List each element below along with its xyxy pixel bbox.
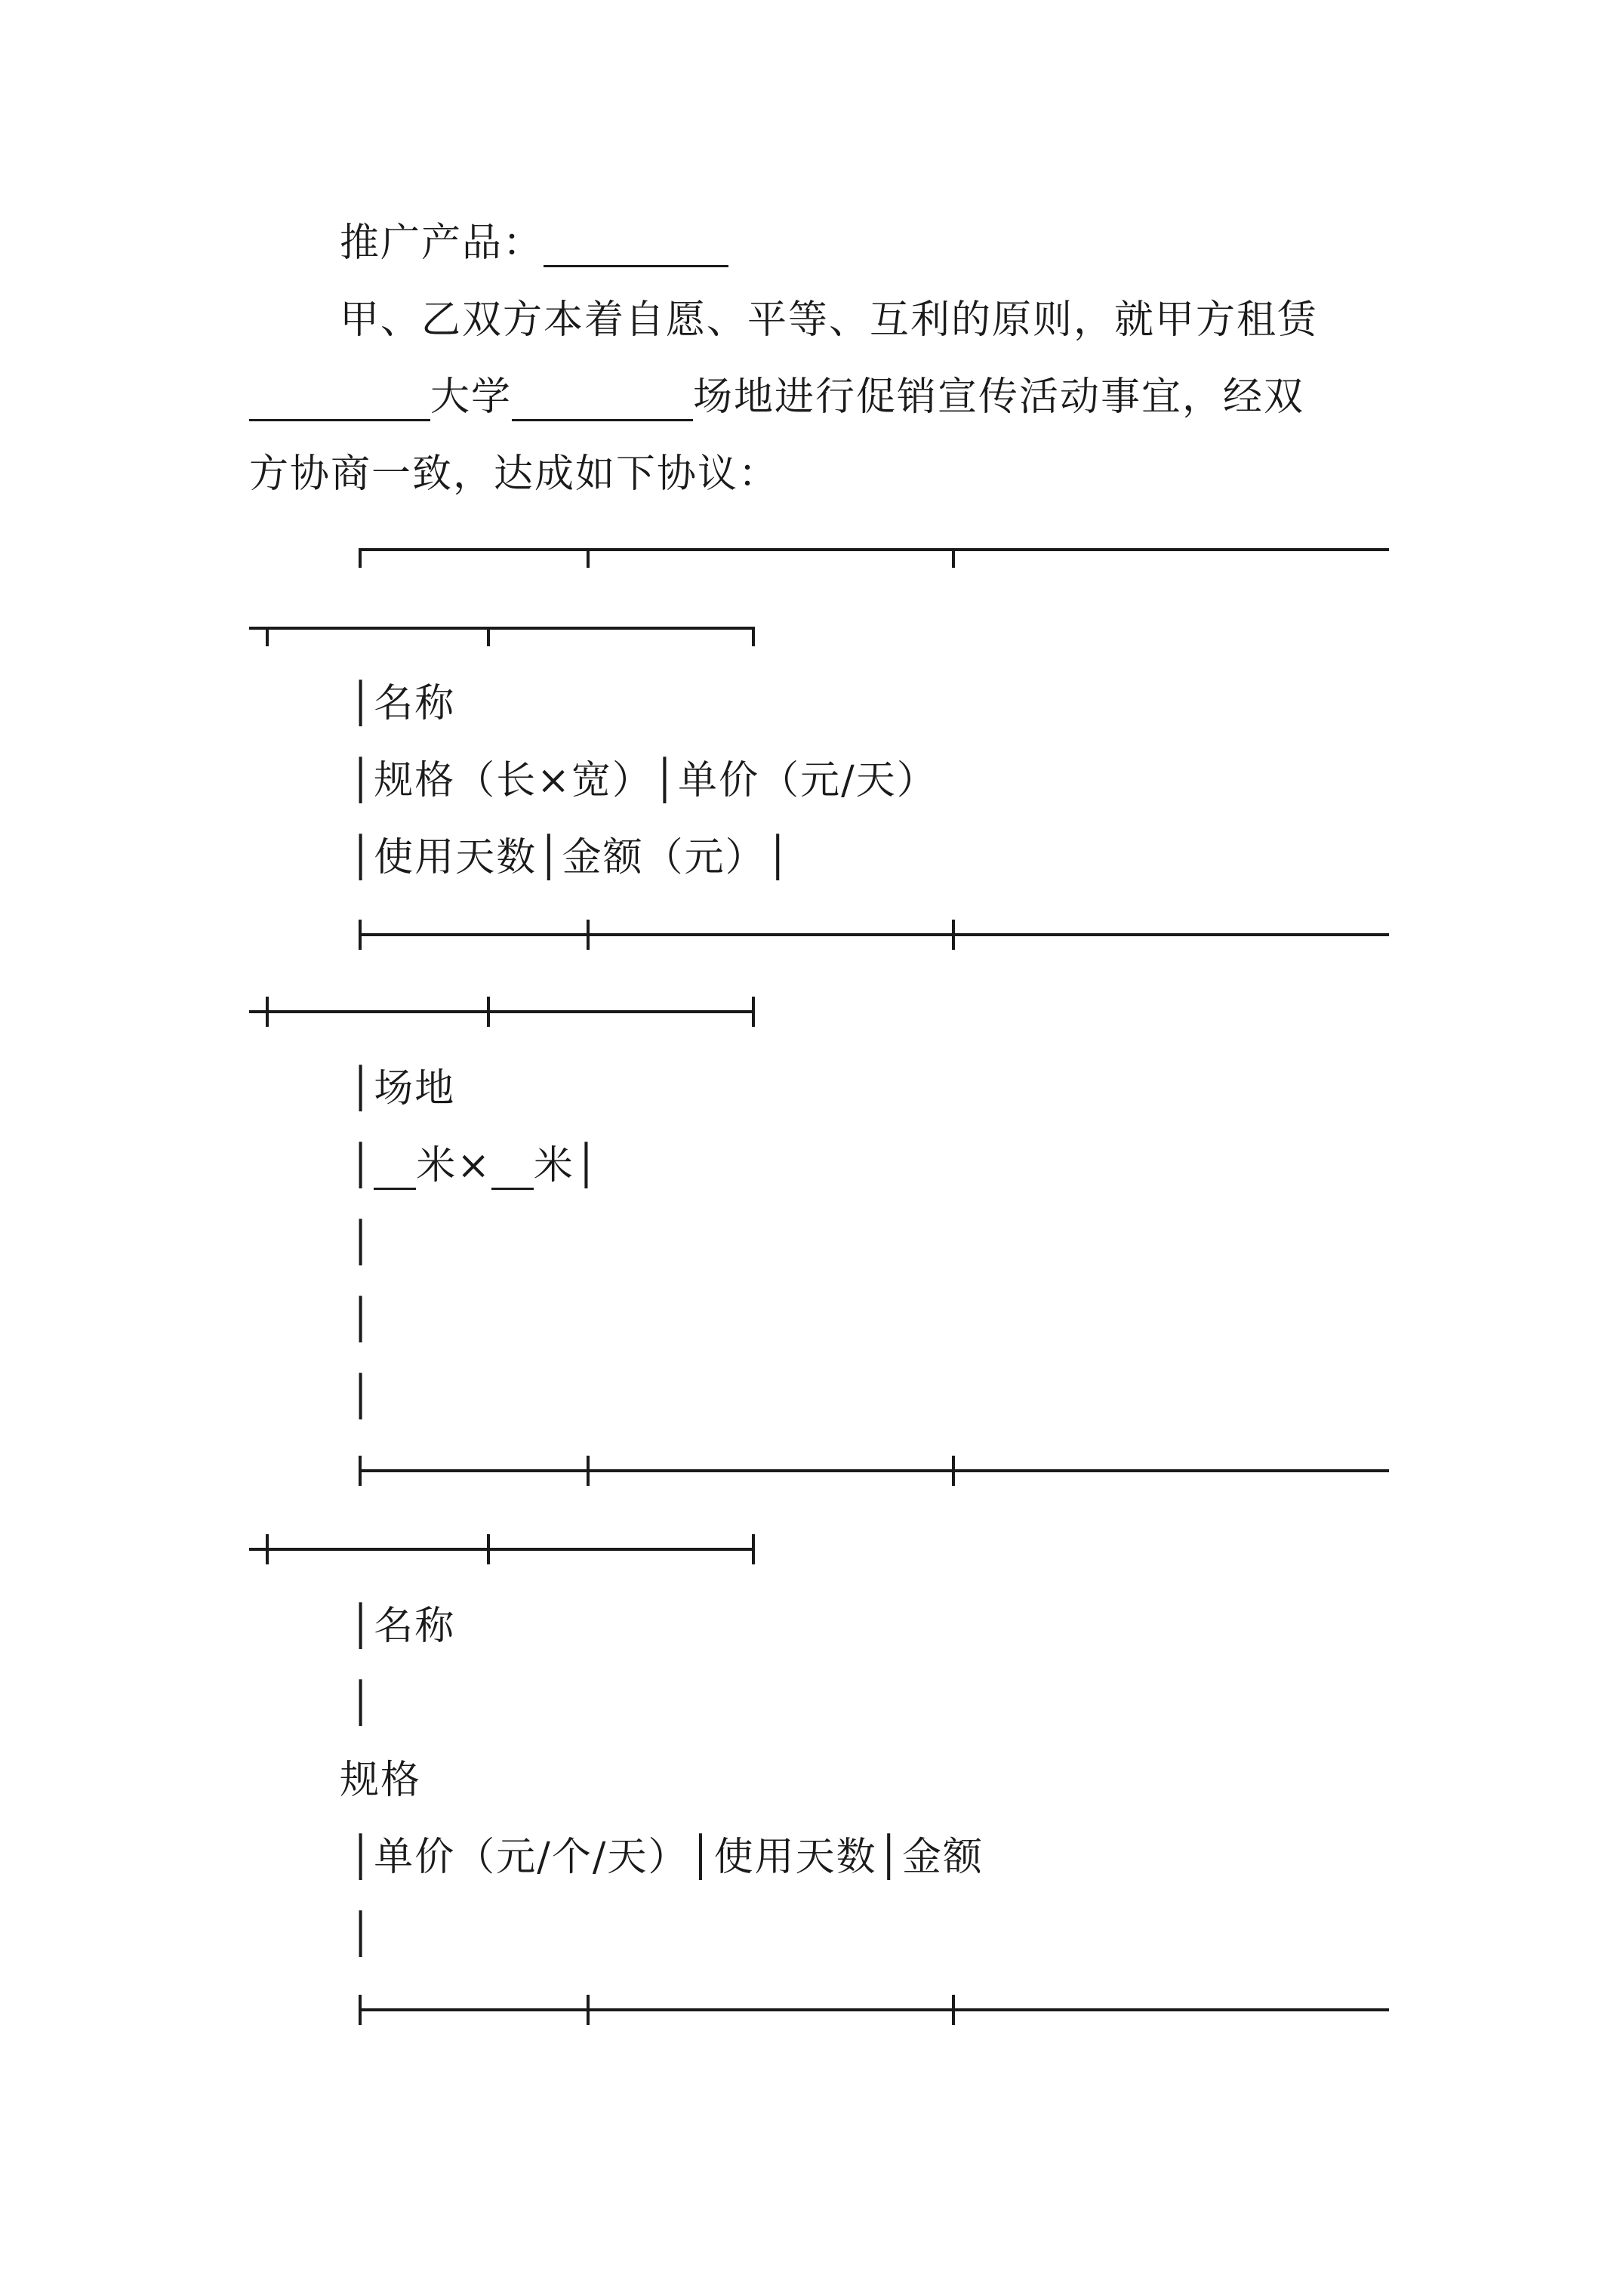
table2-header-bar-2: │ [349, 1912, 374, 1957]
width-blank[interactable] [491, 1145, 534, 1190]
promo-product-blank[interactable] [544, 223, 728, 267]
table1-header-days-amount: │使用天数│金额（元）│ [349, 835, 791, 880]
lessor-name-blank[interactable] [249, 377, 430, 421]
table2-header-bar: │ [349, 1681, 374, 1726]
table1-row-bar-2: │ [349, 1297, 374, 1342]
intro-line-2-rest: 场地进行促销宣传活动事宜，经双 [693, 374, 1305, 420]
table1-row-venue: │场地 [349, 1066, 456, 1111]
table1-row-size: │ 米× 米│ [349, 1143, 600, 1188]
table2-header-name: │名称 [349, 1604, 456, 1649]
intro-line-3: 方协商一致，达成如下协议： [249, 451, 780, 497]
table1-header-spec-price: │规格（长×宽）│单价（元/天） [349, 758, 938, 803]
table1-row-bar-3: │ [349, 1374, 374, 1419]
venue-name-blank[interactable] [512, 377, 693, 421]
intro-line-2 [249, 373, 1304, 421]
intro-line-1: 甲、乙双方本着自愿、平等、互利的原则，就甲方租赁 [340, 297, 1319, 343]
university-label: 大学 [430, 374, 513, 420]
table1-row-bar-1: │ [349, 1220, 374, 1265]
promo-product-line [340, 219, 728, 267]
promo-product-label: 推广产品： [340, 220, 544, 266]
length-blank[interactable] [374, 1145, 416, 1190]
table2-header-price-days-amount: │单价（元/个/天）│使用天数│金额 [349, 1835, 984, 1880]
table2-header-spec: 规格 [340, 1758, 422, 1803]
table1-header-name: │名称 [349, 681, 456, 726]
